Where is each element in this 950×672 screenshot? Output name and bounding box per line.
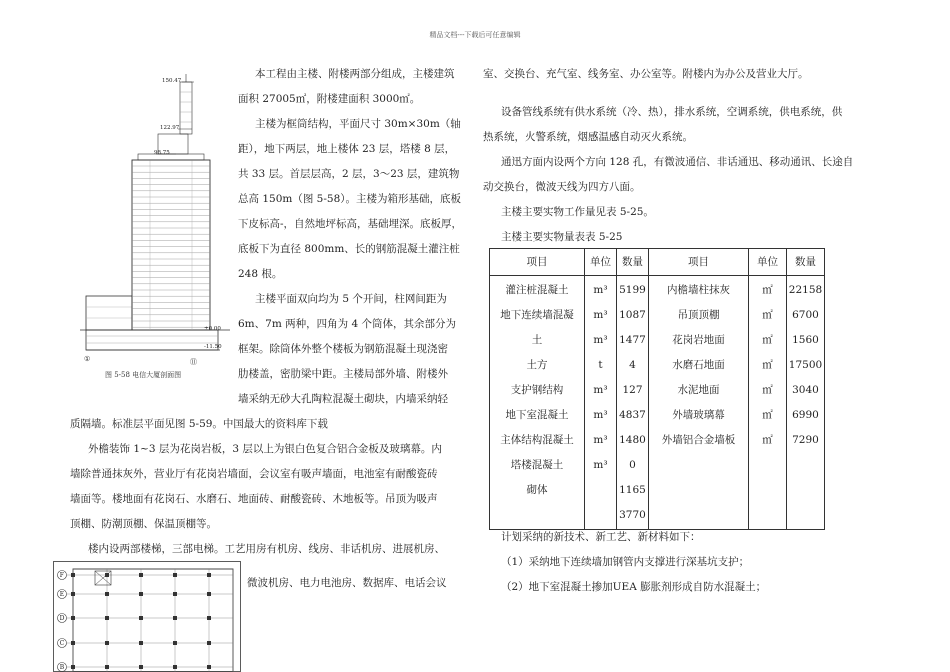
table-header-cell: 单位 xyxy=(585,249,617,276)
table-qty: 7290 xyxy=(792,434,819,446)
table-header-cell: 数量 xyxy=(787,249,825,276)
table-qty: 1560 xyxy=(792,334,819,346)
right-p3: 主楼主要实物工作量见表 5-25。 xyxy=(501,206,654,218)
table-unit: ㎡ xyxy=(762,359,773,371)
table-qty: 22158 xyxy=(788,284,823,296)
right-qty-cell xyxy=(787,276,825,530)
right-p1-line2: 热系统，火警系统，烟感温感自动灭火系统。 xyxy=(483,131,693,143)
plan-column xyxy=(139,592,143,596)
right-continuation: 室、交换台、充气室、线务室、办公室等。附楼内为办公及营业大厅。 xyxy=(483,68,809,80)
left-items-cell xyxy=(490,276,585,530)
left-p2-line3: 共 33 层。首层层高，2 层，3～23 层，建筑物 xyxy=(238,168,460,180)
plan-axis-d: D xyxy=(59,615,65,623)
table-qty: 17500 xyxy=(788,359,823,371)
right-after-table-3: （2）地下室混凝土掺加UEA 膨胀剂形成自防水混凝土； xyxy=(501,581,767,593)
quantity-table xyxy=(489,248,825,530)
left-p1-line2: 面积 27005㎡，附楼建面积 3000㎡。 xyxy=(238,93,421,105)
axis-label-left: ① xyxy=(84,355,91,363)
right-units-cell xyxy=(749,276,787,530)
table-item: 吊顶顶棚 xyxy=(677,309,720,321)
table-qty: 1477 xyxy=(619,334,646,346)
left-p3-line4: 肋楼盖，密肋梁中距。主楼局部外墙、附楼外 xyxy=(238,368,448,380)
plan-axis-b: B xyxy=(59,664,65,672)
table-qty: 3770 xyxy=(619,509,646,521)
table-qty: 4 xyxy=(629,359,636,371)
level-label-mid: 122.97 xyxy=(160,125,180,131)
left-p3-line1: 主楼平面双向均为 5 个开间，柱网间距为 xyxy=(255,293,447,305)
left-p4-line2: 墙除普通抹灰外，营业厅有花岗岩墙面，会议室有吸声墙面，电池室有耐酸瓷砖 xyxy=(70,468,438,480)
left-p3-line3: 框架。除筒体外整个楼板为钢筋混凝土现浇密 xyxy=(238,343,448,355)
plan-column xyxy=(71,592,75,596)
table-qty: 4837 xyxy=(619,409,646,421)
table-item: 花岗岩地面 xyxy=(672,334,725,346)
plan-column xyxy=(139,573,143,577)
plan-column xyxy=(207,592,211,596)
right-p2-line1: 通迅方面内设两个方向 128 孔，有微波通信、非话通迅、移动通讯、长途自 xyxy=(501,156,854,168)
table-item: 塔楼混凝土 xyxy=(510,459,564,471)
plan-axis-c: C xyxy=(59,640,65,648)
table-header-cell: 项目 xyxy=(490,249,585,276)
right-p2-line2: 动交换台，微波天线为四方八面。 xyxy=(483,181,641,193)
plan-column xyxy=(105,616,109,620)
table-item: 砌体 xyxy=(526,484,548,496)
level-label-zero: ±0.00 xyxy=(204,326,221,332)
table-unit: ㎡ xyxy=(762,409,773,421)
table-unit: ㎡ xyxy=(762,309,773,321)
figure-5-58-caption: 图 5-58 电信大厦剖面图 xyxy=(105,371,182,379)
plan-column xyxy=(173,665,177,669)
table-item: 水磨石地面 xyxy=(672,359,725,371)
table-item: 土方 xyxy=(526,359,548,371)
table-unit: ㎡ xyxy=(762,284,773,296)
left-qty-cell xyxy=(617,276,649,530)
table-item: 内檐墙柱抹灰 xyxy=(667,284,730,296)
left-p2-line4: 总高 150m（图 5-58）。主楼为箱形基础，底板 xyxy=(238,193,462,205)
table-header-cell: 数量 xyxy=(617,249,649,276)
plan-column xyxy=(71,616,75,620)
table-title: 主楼主要实物量表表 5-25 xyxy=(501,231,623,243)
table-item: 地下室混凝土 xyxy=(505,409,569,421)
left-p5-line2: 微波机房、电力电池房、数据库、电话会议 xyxy=(247,577,447,589)
left-p2-line1: 主楼为框筒结构，平面尺寸 30m×30m（轴 xyxy=(255,118,461,130)
table-qty: 6700 xyxy=(792,309,819,321)
floor-plan-figure xyxy=(53,561,241,672)
table-unit: ㎡ xyxy=(762,384,773,396)
left-p1-line1: 本工程由主楼、附楼两部分组成，主楼建筑 xyxy=(255,68,455,80)
level-label-base: -11.50 xyxy=(204,344,222,350)
table-unit: m³ xyxy=(593,309,608,321)
left-p2-line6: 底板下为直径 800mm、长的钢筋混凝土灌注桩 xyxy=(238,243,460,255)
table-item: 土 xyxy=(531,334,543,346)
table-qty: 5199 xyxy=(619,284,646,296)
axis-label-right: ⑪ xyxy=(190,358,197,366)
plan-column xyxy=(105,592,109,596)
table-item: 主体结构混凝土 xyxy=(500,434,574,446)
table-header-cell: 单位 xyxy=(749,249,787,276)
table-item: 外墙玻璃幕 xyxy=(672,409,725,421)
plan-column xyxy=(139,665,143,669)
plan-column xyxy=(105,641,109,645)
plan-column xyxy=(71,573,75,577)
plan-column xyxy=(71,665,75,669)
table-item: 水泥地面 xyxy=(677,384,720,396)
right-items-cell xyxy=(649,276,749,530)
page-header: 精品文档---下载后可任意编辑 xyxy=(429,31,521,39)
table-unit: m³ xyxy=(593,409,608,421)
right-p1-line1: 设备管线系统有供水系统（冷、热），排水系统，空调系统，供电系统，供 xyxy=(501,106,843,118)
table-qty: 1480 xyxy=(619,434,646,446)
building-section-figure xyxy=(80,74,230,374)
level-label-main: 98.75 xyxy=(154,150,170,156)
left-p4-line3: 墙面等。楼地面有花岗石、水磨石、地面砖、耐酸瓷砖、木地板等。吊顶为吸声 xyxy=(70,493,438,505)
left-p3-line5: 墙采纳无砂大孔陶粒混凝土砌块，内墙采纳轻 xyxy=(238,393,448,405)
plan-column xyxy=(173,592,177,596)
left-p5-line1: 楼内设两部楼梯，三部电梯。工艺用房有机房、线房、非话机房、进展机房、 xyxy=(88,543,445,555)
plan-column xyxy=(207,616,211,620)
plan-axis-e: E xyxy=(59,591,65,599)
plan-column xyxy=(139,616,143,620)
table-qty: 0 xyxy=(629,459,636,471)
plan-column xyxy=(71,641,75,645)
plan-column xyxy=(105,665,109,669)
table-unit: ㎡ xyxy=(762,334,773,346)
table-header-cell: 项目 xyxy=(649,249,749,276)
right-after-table-2: （1）采纳地下连续墙加钢管内支撑进行深基坑支护； xyxy=(501,556,750,568)
table-unit: m³ xyxy=(593,384,608,396)
table-unit: m³ xyxy=(593,434,608,446)
table-unit: m³ xyxy=(593,284,608,296)
left-p3-line6: 质隔墙。标准层平面见图 5-59。中国最大的资料库下载 xyxy=(70,418,328,430)
table-qty: 1087 xyxy=(619,309,646,321)
table-unit: t xyxy=(598,359,603,371)
plan-column xyxy=(207,573,211,577)
plan-axis-f: F xyxy=(59,572,64,580)
level-label-top: 150.47 xyxy=(162,78,182,84)
plan-column xyxy=(173,616,177,620)
left-p2-line5: 下皮标高-，自然地坪标高，基础埋深。底板厚， xyxy=(238,218,463,230)
table-qty: 1165 xyxy=(619,484,646,496)
table-qty: 3040 xyxy=(792,384,819,396)
table-unit: ㎡ xyxy=(762,434,773,446)
table-item: 地下连续墙混凝 xyxy=(500,309,574,321)
table-item: 灌注桩混凝土 xyxy=(505,284,569,296)
table-item: 外墙铝合金墙板 xyxy=(661,434,736,446)
plan-column xyxy=(139,641,143,645)
table-unit: m³ xyxy=(593,334,608,346)
left-p2-line2: 距），地下两层，地上楼体 23 层，塔楼 8 层， xyxy=(238,143,456,155)
table-qty: 6990 xyxy=(792,409,819,421)
table-item: 支护钢结构 xyxy=(510,384,564,396)
plan-column xyxy=(173,573,177,577)
left-p2-line7: 248 根。 xyxy=(238,268,283,280)
plan-column xyxy=(173,641,177,645)
left-p4-line1: 外檐装饰 1~3 层为花岗岩板，3 层以上为银白色复合铝合金板及玻璃幕。内 xyxy=(88,443,442,455)
right-after-table-1: 计划采纳的新技术、新工艺、新材料如下： xyxy=(501,531,701,543)
plan-column xyxy=(207,665,211,669)
left-p3-line2: 6m、7m 两种，四角为 4 个筒体，其余部分为 xyxy=(238,318,456,330)
left-p4-line4: 顶棚、防潮顶棚、保温顶棚等。 xyxy=(70,518,217,530)
plan-column xyxy=(207,641,211,645)
left-units-cell xyxy=(585,276,617,530)
table-unit: m³ xyxy=(593,459,608,471)
table-qty: 127 xyxy=(622,384,643,396)
